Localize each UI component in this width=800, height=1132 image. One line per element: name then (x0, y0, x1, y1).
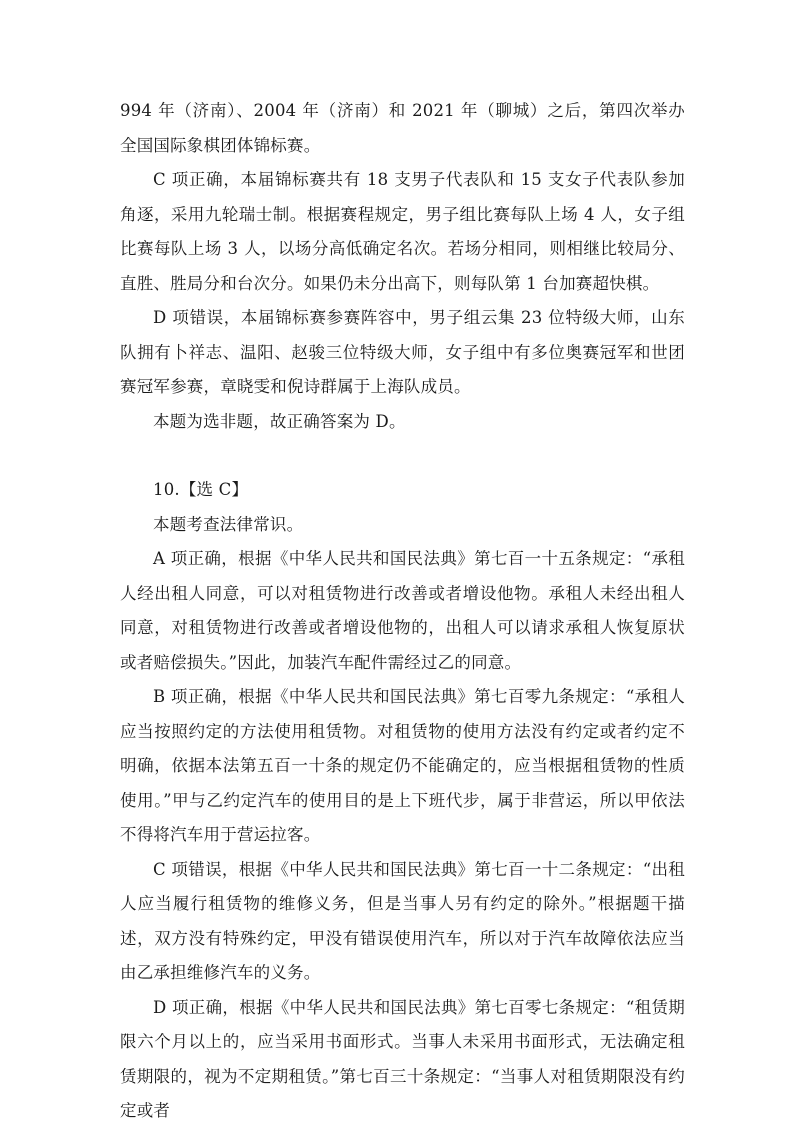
paragraph-q10-option-b: B 项正确，根据《中华人民共和国民法典》第七百零九条规定：“承租人应当按照约定的方法使用租赁物。对租赁物的使用方法没有约定或者约定不明确，依据本法第五百一十条的规定仍不能确定的，应当根据租赁物的性质使用。”甲与乙约定汽车的使用目的是上下班代步，属于非营运，所以甲依法不得将汽车用于营运拉客。 (120, 687, 685, 844)
section-spacer (120, 439, 685, 473)
paragraph-q10-topic: 本题考查法律常识。 (153, 514, 304, 534)
paragraph-q10-option-a: A 项正确，根据《中华人民共和国民法典》第七百一十五条规定：“承租人经出租人同意，可以对租赁物进行改善或者增设他物。承租人未经出租人同意，对租赁物进行改善或者增设他物的，出租人可以请求承租人恢复原状或者赔偿损失。”因此，加装汽车配件需经过乙的同意。 (120, 549, 685, 672)
paragraph-q10-option-d: D 项正确，根据《中华人民共和国民法典》第七百零七条规定：“租赁期限六个月以上的，应当采用书面形式。当事人未采用书面形式，无法确定租赁期限的，视为不定期租赁。”第七百三十条规定：“当事人对租赁期限没有约定或者 (120, 997, 685, 1120)
paragraph-q10-option-c: C 项错误，根据《中华人民共和国民法典》第七百一十二条规定：“出租人应当履行租赁物的维修义务，但是当事人另有约定的除外。”根据题干描述，双方没有特殊约定，甲没有错误使用汽车，所以对于汽车故障依法应当由乙承担维修汽车的义务。 (120, 859, 685, 982)
question-10-heading: 10.【选 C】 (153, 480, 249, 499)
paragraph-q9-continuation: 994 年（济南）、2004 年（济南）和 2021 年（聊城）之后，第四次举办全国国际象棋团体锦标赛。 (120, 101, 685, 155)
paragraph-q9-option-c: C 项正确，本届锦标赛共有 18 支男子代表队和 15 支女子代表队参加角逐，采用九轮瑞士制。根据赛程规定，男子组比赛每队上场 4 人，女子组比赛每队上场 3 人，以场分高低确定名次。若场分相同，则相继比较局分、直胜、胜局分和台次分。如果仍未分出高下，则每队第 1 台加赛超快棋。 (120, 170, 685, 293)
paragraph-q9-option-d: D 项错误，本届锦标赛参赛阵容中，男子组云集 23 位特级大师，山东队拥有卜祥志、温阳、赵骏三位特级大师，女子组中有多位奥赛冠军和世团赛冠军参赛，章晓雯和倪诗群属于上海队成员。 (120, 308, 685, 396)
paragraph-q9-answer: 本题为选非题，故正确答案为 D。 (153, 411, 406, 431)
document-page (120, 94, 685, 1129)
